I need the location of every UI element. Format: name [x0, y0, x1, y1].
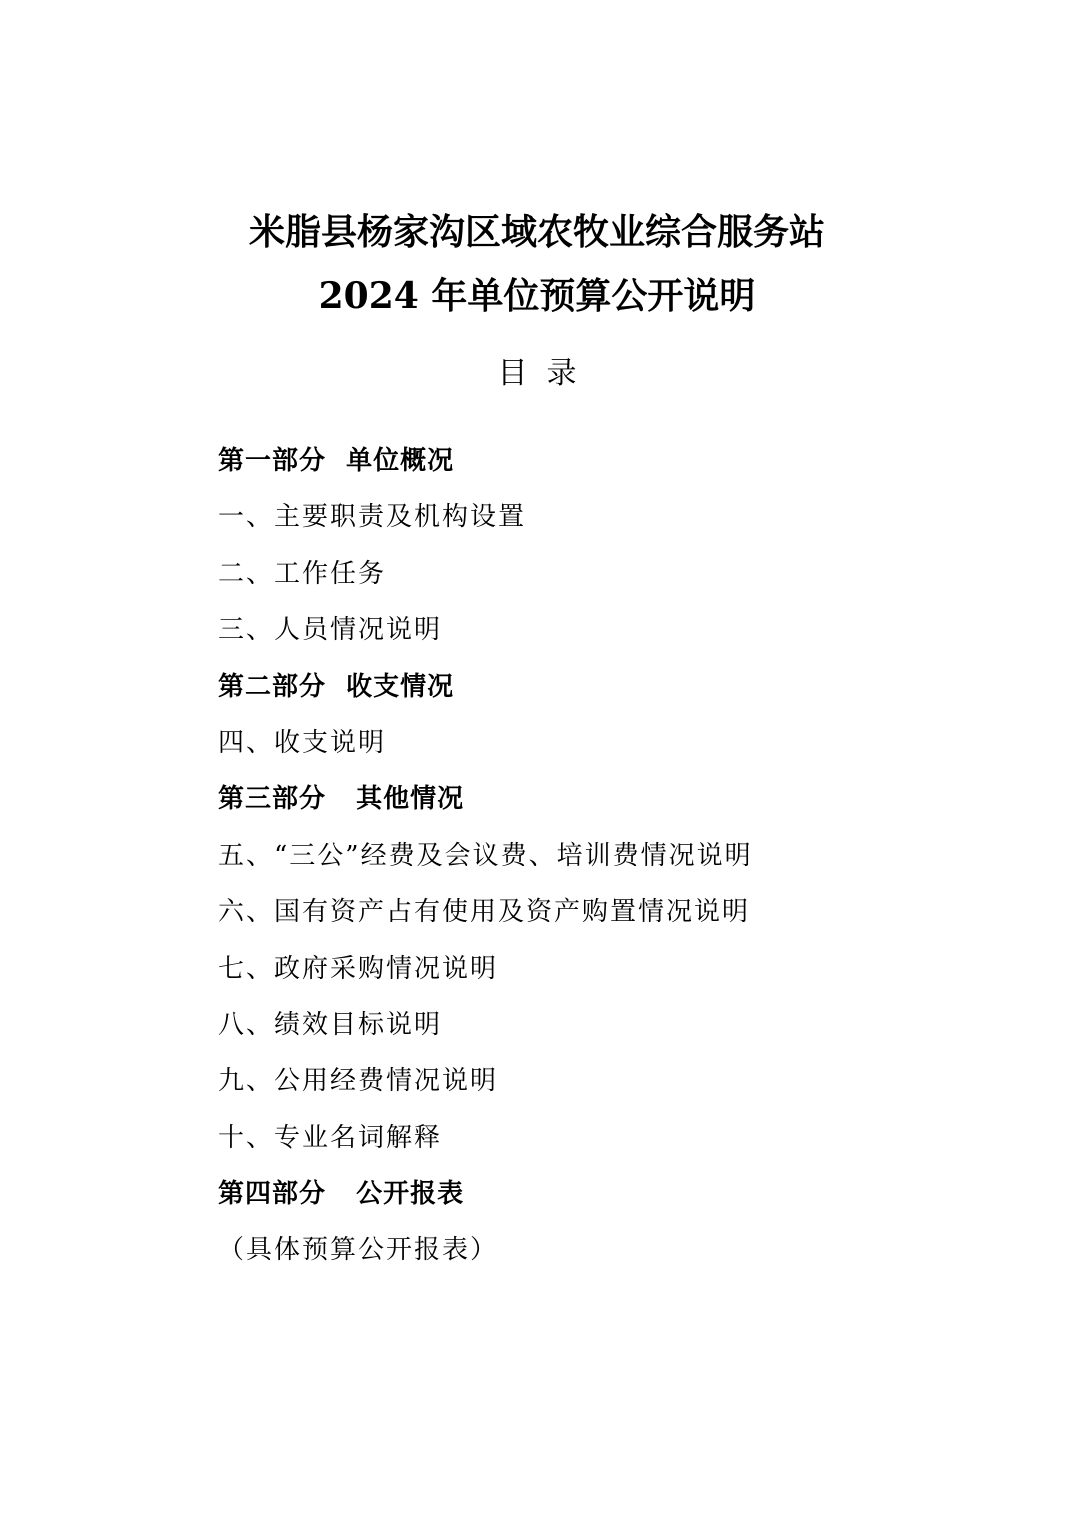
- toc-part-4: 第四部分 公开报表: [218, 1179, 465, 1210]
- toc-item: 九、公用经费情况说明: [218, 1066, 499, 1097]
- toc-item: 十、专业名词解释: [218, 1122, 443, 1153]
- toc-heading: 目 录: [497, 356, 577, 391]
- toc-part-1: 第一部分 单位概况: [218, 446, 455, 476]
- toc-item: 一、主要职责及机构设置: [218, 502, 527, 533]
- document-title-line1: 米脂县杨家沟区域农牧业综合服务站: [248, 211, 825, 253]
- document-title-line2: 2024 年单位预算公开说明: [318, 275, 756, 317]
- toc-item: 四、收支说明: [218, 727, 387, 758]
- toc-part-3: 第三部分 其他情况: [218, 784, 465, 815]
- toc-item: 三、人员情况说明: [218, 615, 443, 646]
- toc-item: 二、工作任务: [218, 558, 387, 589]
- toc-part-2: 第二部分 收支情况: [218, 671, 455, 702]
- toc-item: 六、国有资产占有使用及资产购置情况说明: [218, 897, 751, 928]
- toc-item: 五、“三公”经费及会议费、培训费情况说明: [218, 840, 753, 871]
- toc-item: 七、政府采购情况说明: [218, 953, 499, 984]
- table-of-contents: [218, 437, 1018, 1283]
- toc-item: （具体预算公开报表）: [218, 1235, 499, 1266]
- toc-item: 八、绩效目标说明: [218, 1009, 443, 1040]
